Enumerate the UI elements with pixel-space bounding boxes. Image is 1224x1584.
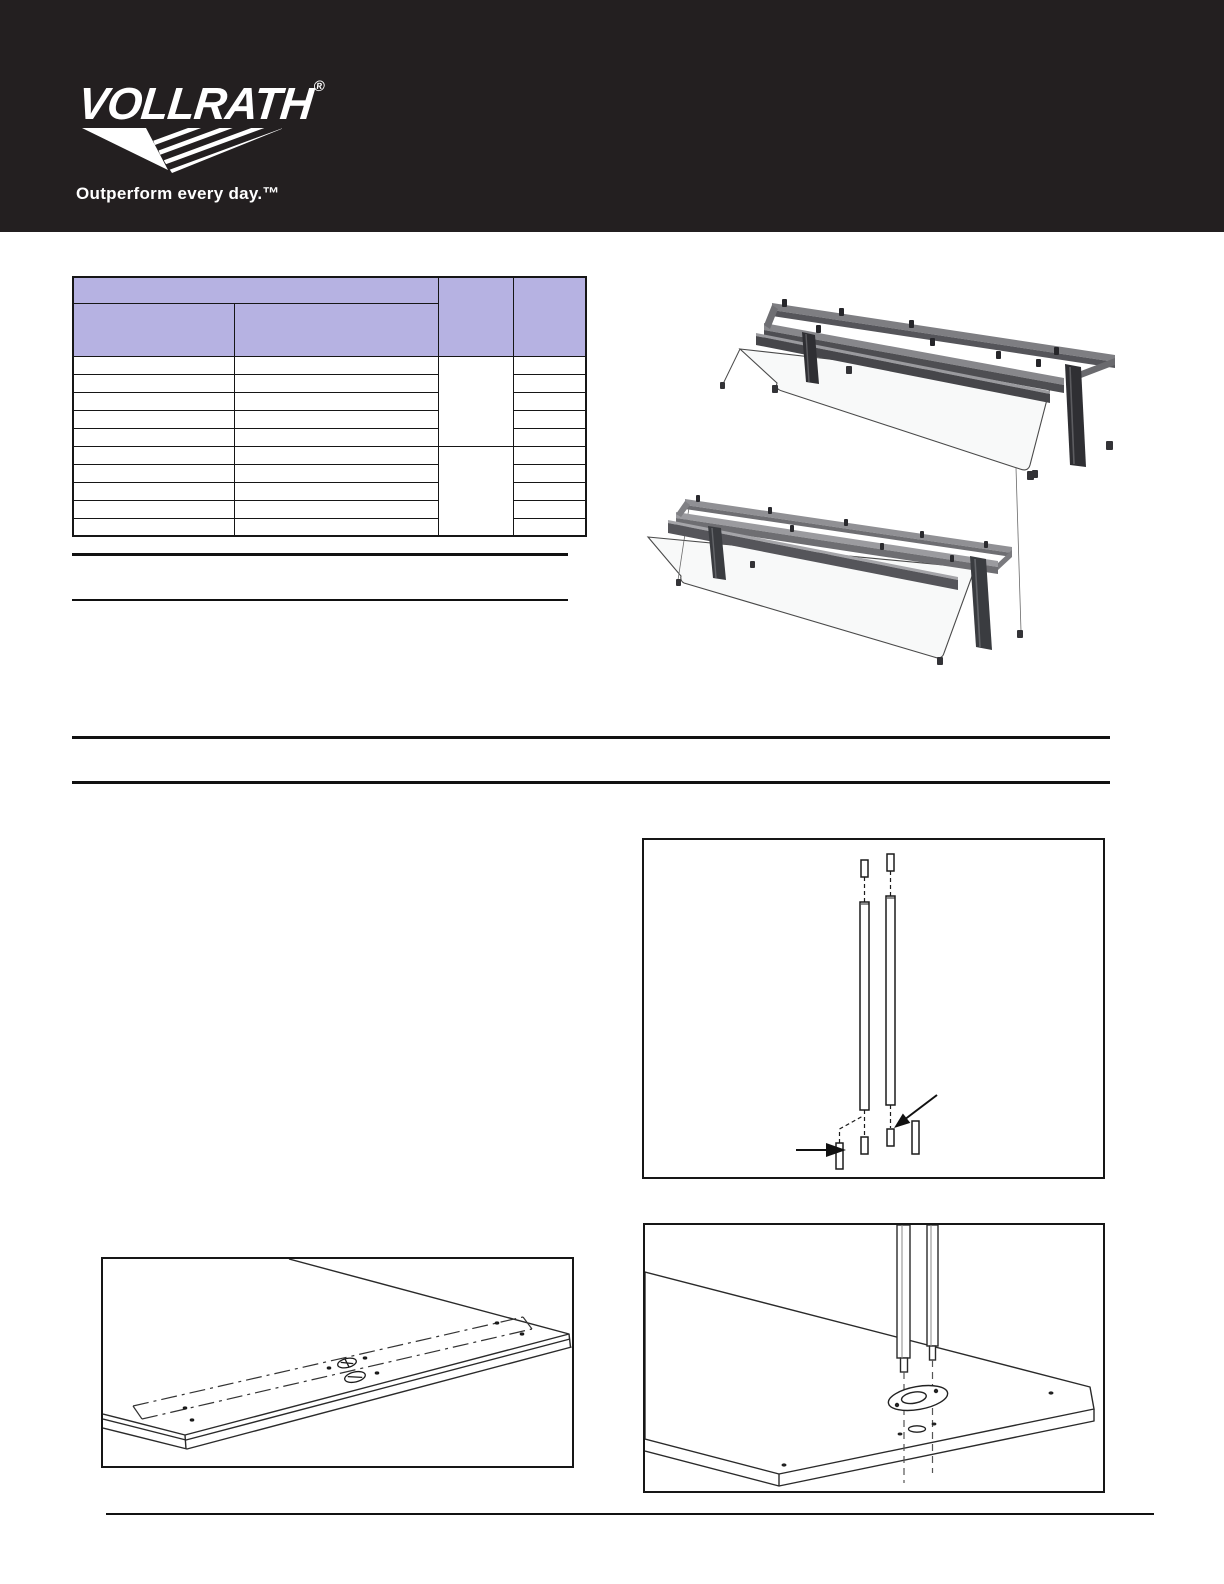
table-group-header-cell [73, 277, 438, 303]
table-cell [513, 356, 586, 374]
registered-trademark-icon: ® [312, 78, 326, 95]
table-cell [513, 482, 586, 500]
section-rule-top [72, 736, 1110, 739]
table-cell [73, 410, 234, 428]
hole-layout-diagram [103, 1259, 572, 1466]
breath-guard-assembled-photo-1 [698, 272, 1115, 482]
table-cell [234, 464, 438, 482]
table-cell [234, 356, 438, 374]
table-cell [438, 446, 513, 536]
table-cell [73, 428, 234, 446]
table-cell [73, 356, 234, 374]
table-row [73, 446, 586, 464]
logo-text: VOLLRATH [75, 78, 315, 129]
table-cell [234, 410, 438, 428]
table-header-cell-col2 [234, 303, 438, 356]
table-header-cell-col1 [73, 303, 234, 356]
table-cell [73, 482, 234, 500]
table-cell [73, 518, 234, 536]
table-cell [234, 392, 438, 410]
posts-into-counter-mounting-diagram [643, 1223, 1105, 1493]
table-cell [234, 446, 438, 464]
table-cell [513, 464, 586, 482]
table-cell [234, 518, 438, 536]
table-header-cell-col4 [513, 277, 586, 356]
counter-hole-layout-diagram [101, 1257, 574, 1468]
vollrath-logo [75, 78, 326, 204]
table-cell [73, 464, 234, 482]
table-row [73, 356, 586, 374]
table-cell [234, 374, 438, 392]
table-cell [513, 392, 586, 410]
table-cell [513, 410, 586, 428]
breath-guard-render-bottom [640, 468, 1040, 668]
section-rule-bottom [72, 781, 1110, 784]
brand-tagline: Outperform every day.™ [76, 183, 280, 203]
masthead [0, 0, 1224, 232]
post-and-pin-alignment-diagram [642, 838, 1105, 1179]
table-cell [73, 374, 234, 392]
table-cell [438, 356, 513, 446]
table-cell [513, 500, 586, 518]
parts-table [72, 276, 587, 537]
table-cell [234, 482, 438, 500]
table-cell [513, 446, 586, 464]
assembly-step-posts-diagram [644, 840, 1103, 1177]
table-cell [513, 518, 586, 536]
table-footnote-rule-2 [72, 599, 568, 601]
table-cell [513, 428, 586, 446]
breath-guard-assembled-photo-2 [640, 468, 1040, 668]
table-cell [73, 500, 234, 518]
parts-table-section [72, 276, 587, 537]
table-cell [234, 428, 438, 446]
table-cell [234, 500, 438, 518]
table-cell [73, 392, 234, 410]
assembly-step-mounting-diagram [645, 1225, 1103, 1491]
breath-guard-render-top [698, 272, 1115, 482]
table-header-cell-col3 [438, 277, 513, 356]
table-footnote-rule-1 [72, 553, 568, 556]
page-footer-rule [106, 1513, 1154, 1515]
parts-table-body [73, 356, 586, 536]
table-cell [513, 374, 586, 392]
table-cell [73, 446, 234, 464]
logo-wordmark [75, 78, 326, 129]
logo-swoosh-icon [82, 127, 282, 173]
table-group-header-row [73, 277, 586, 303]
